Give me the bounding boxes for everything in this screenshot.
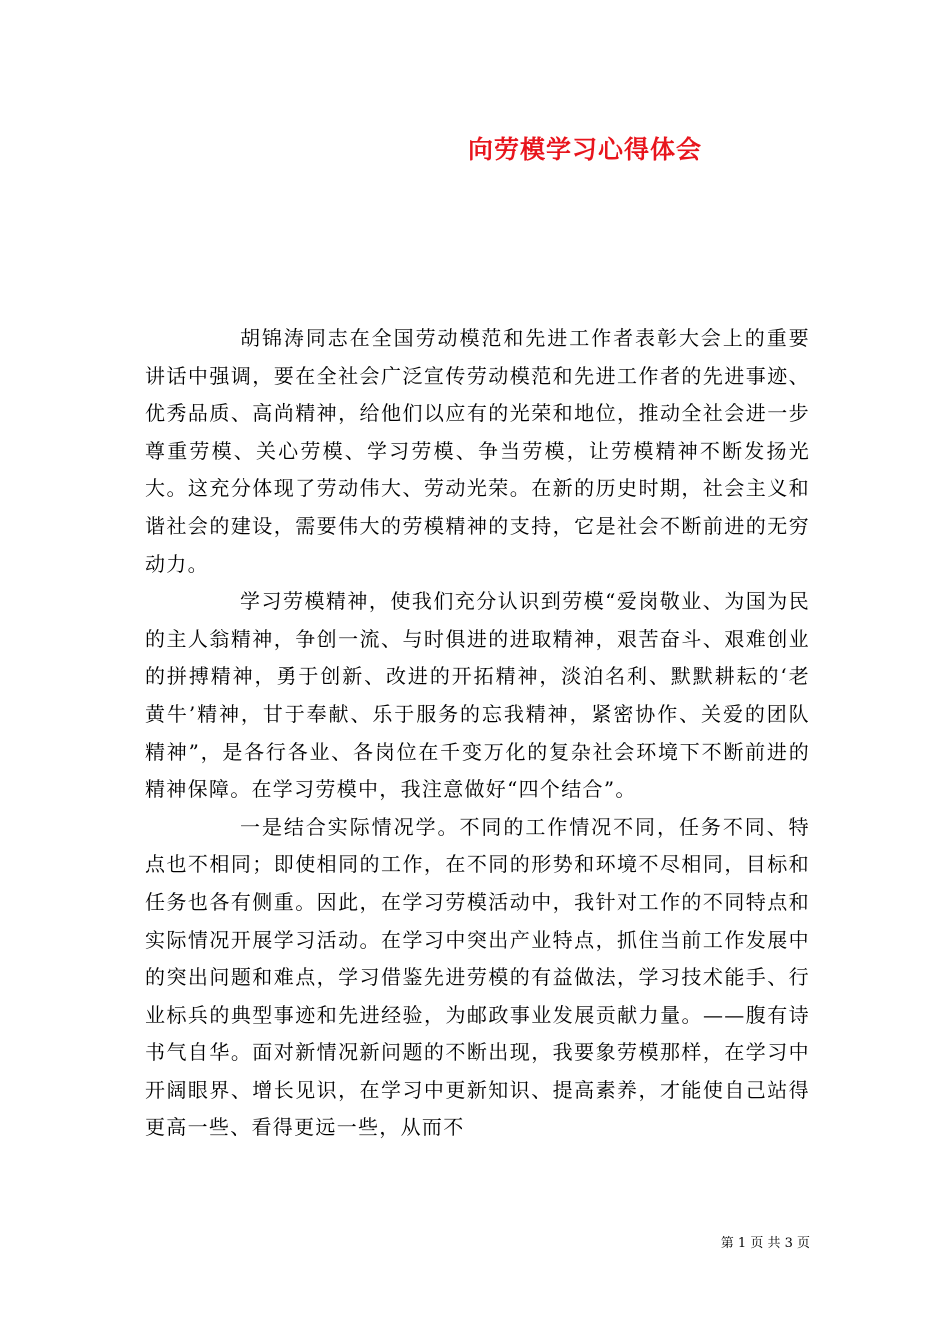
paragraph-2: 学习劳模精神，使我们充分认识到劳模“爱岗敬业、为国为民的主人翁精神，争创一流、与时俱进的进取精神，艰苦奋斗、艰难创业的拼搏精神，勇于创新、改进的开拓精神，淡泊名利、默默耕耘的‘老黄牛’精神，甘于奉献、乐于服务的忘我精神，紧密协作、关爱的团队精神”，是各行各业、各岗位在千变万化的复杂社会环境下不断前进的精神保障。在学习劳模中，我注意做好“四个结合”。 <box>145 589 810 802</box>
paragraph-3: 一是结合实际情况学。不同的工作情况不同，任务不同、特点也不相同；即使相同的工作，在不同的形势和环境不尽相同，目标和任务也各有侧重。因此，在学习劳模活动中，我针对工作的不同特点和实际情况开展学习活动。在学习中突出产业特点，抓住当前工作发展中的突出问题和难点，学习借鉴先进劳模的有益做法，学习技术能手、行业标兵的典型事迹和先进经验，为邮政事业发展贡献力量。——腹有诗书气自华。面对新情况新问题的不断出现，我要象劳模那样，在学习中开阔眼界、增长见识，在学习中更新知识、提高素养，才能使自己站得更高一些、看得更远一些，从而不 <box>145 814 810 1140</box>
document-body <box>145 320 810 1147</box>
paragraph-1: 胡锦涛同志在全国劳动模范和先进工作者表彰大会上的重要讲话中强调，要在全社会广泛宣传劳动模范和先进工作者的先进事迹、优秀品质、高尚精神，给他们以应有的光荣和地位，推动全社会进一步尊重劳模、关心劳模、学习劳模、争当劳模，让劳模精神不断发扬光大。这充分体现了劳动伟大、劳动光荣。在新的历史时期，社会主义和谐社会的建设，需要伟大的劳模精神的支持，它是社会不断前进的无穷动力。 <box>145 326 810 576</box>
document-title: 向劳模学习心得体会 <box>467 135 702 164</box>
page-number: 第 1 页 共 3 页 <box>720 1236 810 1251</box>
